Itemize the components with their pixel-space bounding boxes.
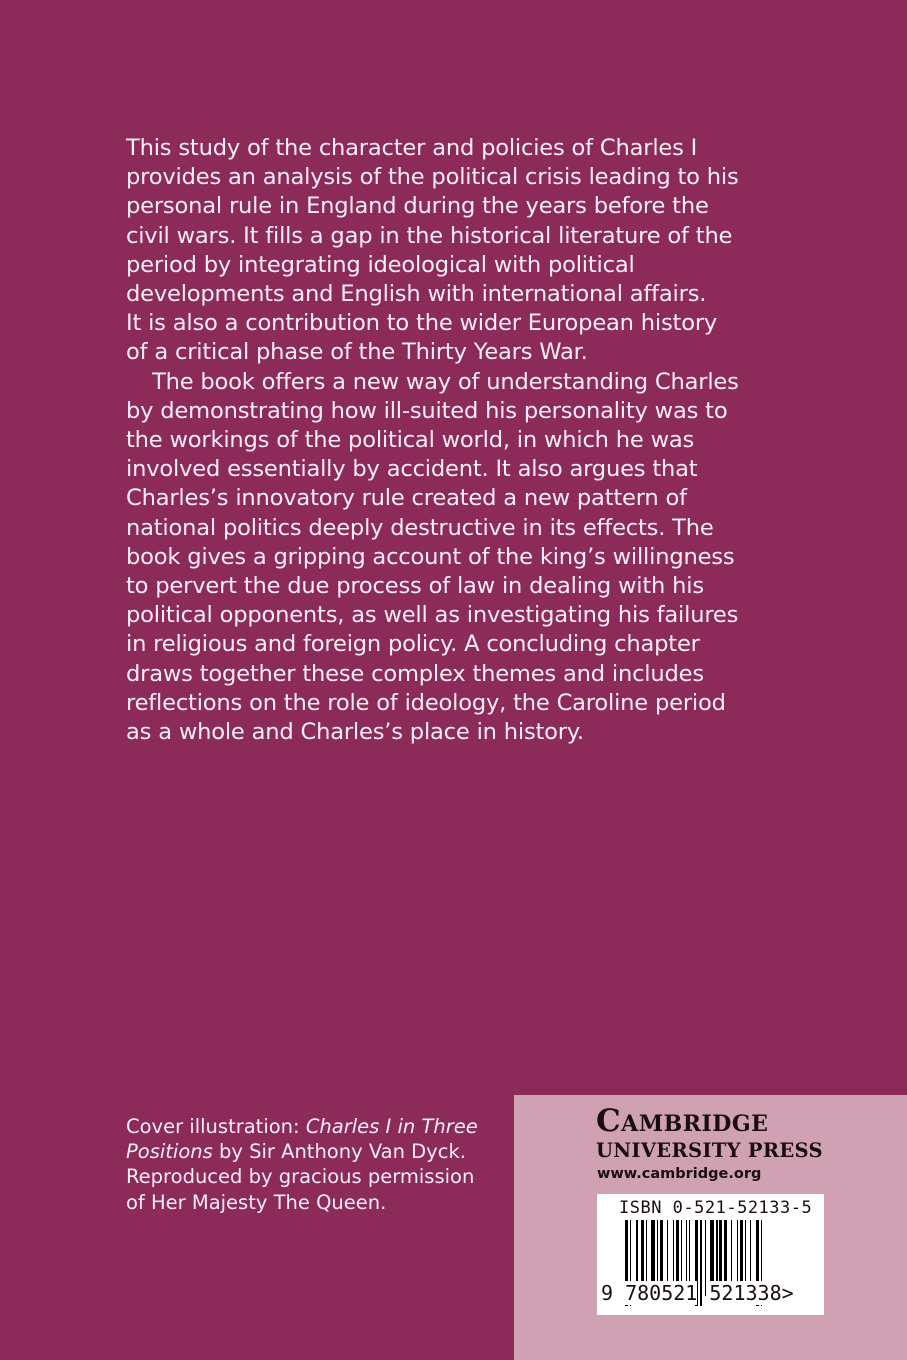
blurb-line: civil wars. It fills a gap in the historical literature of the bbox=[126, 222, 733, 249]
blurb-line: in religious and foreign policy. A concluding chapter bbox=[126, 631, 700, 658]
blurb-line: of a critical phase of the Thirty Years War. bbox=[126, 339, 588, 366]
ean-first-digit: 9 bbox=[601, 1281, 614, 1305]
blurb-line: book gives a gripping account of the king’s willingness bbox=[126, 543, 735, 570]
credit-line: Reproduced by gracious permission bbox=[126, 1165, 475, 1189]
blurb-line: period by integrating ideological with political bbox=[126, 251, 635, 278]
publisher-panel bbox=[514, 1095, 907, 1360]
blurb-line: as a whole and Charles’s place in history. bbox=[126, 719, 584, 746]
credit-line bbox=[126, 1114, 478, 1139]
blurb-line: It is also a contribution to the wider European history bbox=[126, 310, 718, 337]
credit-prefix: Cover illustration: bbox=[126, 1115, 306, 1138]
blurb-line: draws together these complex themes and includes bbox=[126, 660, 704, 687]
blurb-line: The book offers a new way of understanding Charles bbox=[152, 368, 739, 395]
blurb-line: provides an analysis of the political crisis leading to his bbox=[126, 164, 739, 191]
credit-line bbox=[126, 1139, 478, 1164]
blurb-paragraph-2 bbox=[126, 368, 826, 748]
blurb-line: personal rule in England during the years before the bbox=[126, 193, 709, 220]
isbn-label: ISBN 0-521-52133-5 bbox=[619, 1198, 813, 1218]
blurb-line: by demonstrating how ill-suited his personality was to bbox=[126, 397, 728, 424]
blurb-line: developments and English with international affairs. bbox=[126, 281, 707, 308]
publisher-logo-name: Cambridge bbox=[596, 1103, 769, 1139]
publisher-url: www.cambridge.org bbox=[597, 1166, 762, 1182]
blurb-line: to pervert the due process of law in dealing with his bbox=[126, 573, 704, 600]
credit-artist: by Sir Anthony Van Dyck. bbox=[212, 1140, 466, 1164]
ean-right-group: 521338 bbox=[709, 1281, 782, 1305]
blurb-line: Charles’s innovatory rule created a new pattern of bbox=[126, 485, 687, 512]
artwork-title: Positions bbox=[126, 1140, 213, 1164]
blurb-text bbox=[126, 134, 826, 747]
credit-line: of Her Majesty The Queen. bbox=[126, 1190, 387, 1214]
cover-illustration-credit bbox=[126, 1114, 478, 1215]
blurb-paragraph-1 bbox=[126, 134, 826, 368]
blurb-line: national politics deeply destructive in its effects. The bbox=[126, 514, 714, 541]
ean-quiet-mark: > bbox=[781, 1281, 794, 1305]
blurb-line: the workings of the political world, in which he was bbox=[126, 427, 695, 454]
isbn-barcode bbox=[597, 1194, 824, 1315]
ean-digits bbox=[601, 1281, 794, 1305]
artwork-title: Charles I in Three bbox=[305, 1115, 478, 1138]
blurb-line: This study of the character and policies of Charles I bbox=[126, 135, 698, 161]
publisher-logo-subtitle: UNIVERSITY PRESS bbox=[596, 1139, 823, 1162]
blurb-line: involved essentially by accident. It also argues that bbox=[126, 456, 698, 483]
blurb-line: political opponents, as well as investigating his failures bbox=[126, 602, 739, 629]
ean-left-group: 780521 bbox=[625, 1281, 698, 1305]
blurb-line: reflections on the role of ideology, the Caroline period bbox=[126, 689, 726, 716]
